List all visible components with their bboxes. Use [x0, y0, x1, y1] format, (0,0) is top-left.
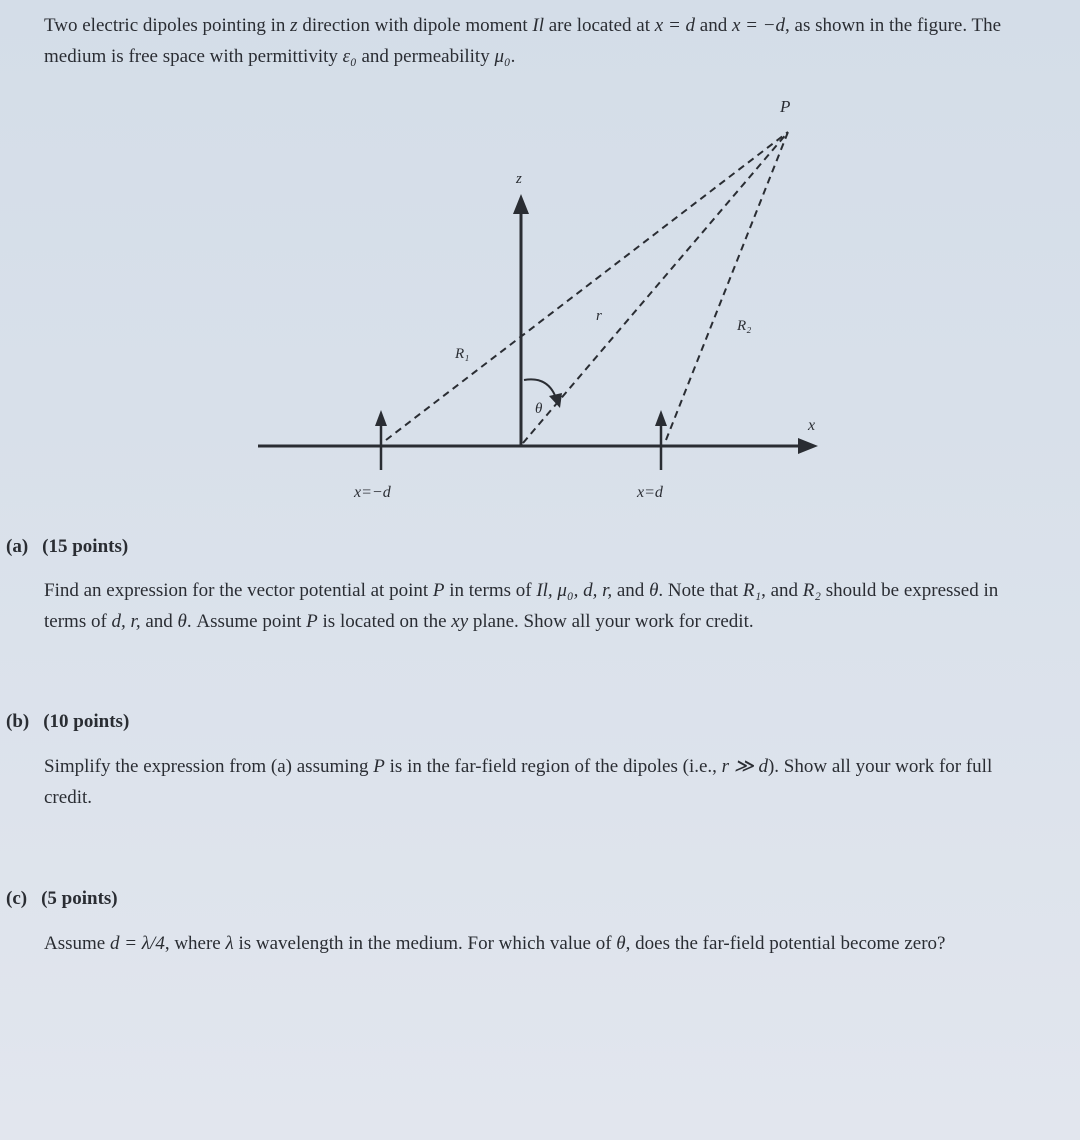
dipole-right-arrowhead [655, 410, 667, 426]
label-P: P [780, 97, 791, 116]
z-axis-arrowhead [513, 194, 529, 214]
dipole-figure [0, 0, 1080, 520]
label-R2: R₂ [737, 318, 752, 334]
label-R1: R₁ [455, 346, 470, 362]
part-b-heading: (b) (10 points) [6, 711, 130, 732]
theta-arc [524, 379, 556, 398]
part-b-text: Simplify the expression from (a) assuming P is in the far-field region of the dipoles (i.e., r ≫ d). Show all your work for full credit. [44, 756, 993, 808]
part-a-heading: (a) (15 points) [6, 536, 129, 557]
line-R2 [666, 132, 788, 440]
line-r [523, 132, 788, 443]
part-a-text: Find an expression for the vector potential at point P in terms of Il, μ₀, d, r, and θ. Note that R₁, and R₂ should be expressed in terms of d, r, and θ. Assume point P is located on the xy plane. Show all your work for credit. [44, 580, 999, 632]
label-x-plus-d: x=d [637, 484, 663, 501]
part-c-text: Assume d = λ/4, where λ is wavelength in the medium. For which value of θ, does the far-field potential become zero? [44, 933, 946, 954]
label-x-minus-d: x=−d [354, 484, 391, 501]
dipole-left-arrowhead [375, 410, 387, 426]
line-R1 [386, 132, 788, 440]
problem-intro: Two electric dipoles pointing in z direction with dipole moment Il are located at x = d and x = −d, as shown in the figure. The medium is free space with permittivity ε₀ and permeability μ₀. [44, 15, 1002, 67]
label-x: x [808, 417, 816, 434]
label-z: z [516, 171, 522, 187]
label-r: r [596, 308, 602, 324]
label-theta: θ [535, 401, 543, 417]
x-axis-arrowhead [798, 438, 818, 454]
part-c-heading: (c) (5 points) [6, 888, 118, 909]
